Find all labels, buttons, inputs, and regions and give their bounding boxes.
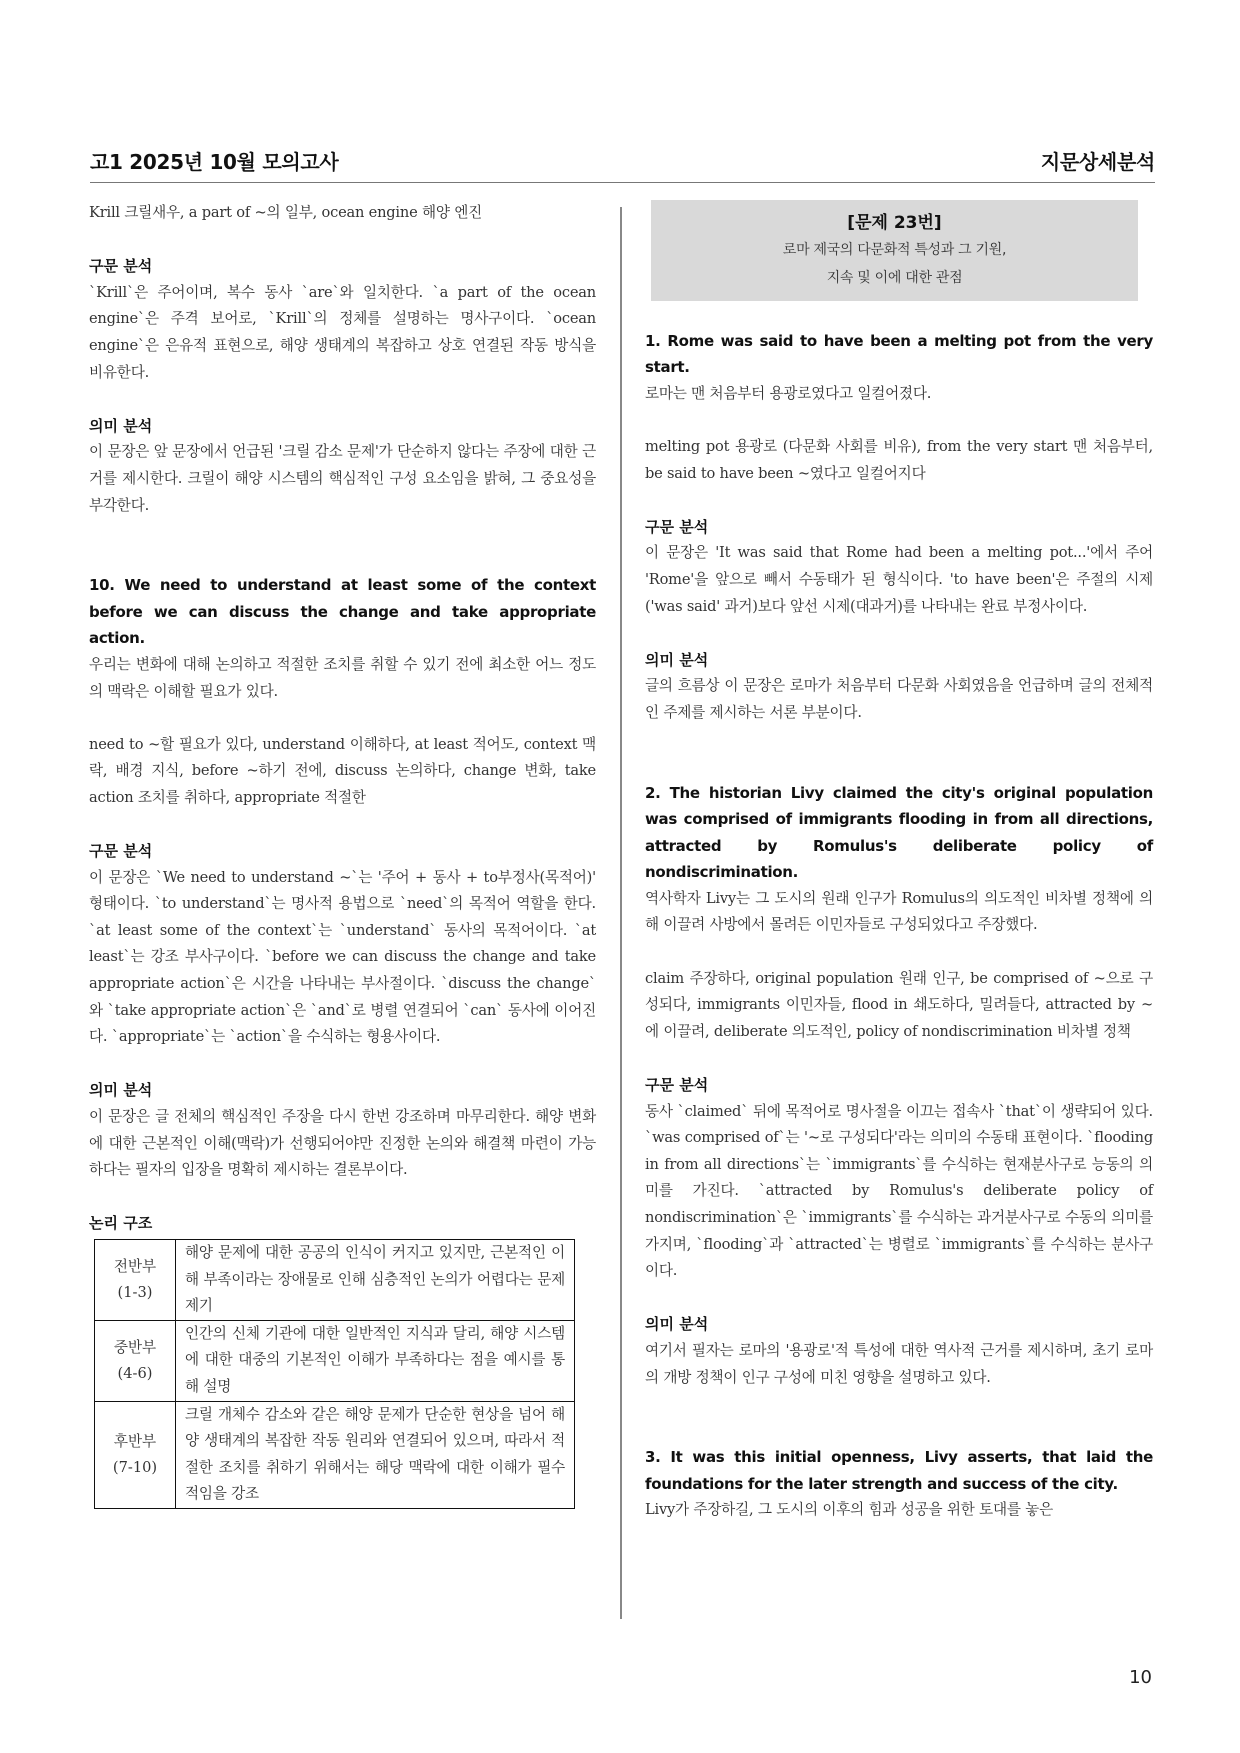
vocab-list: claim 주장하다, original population 원래 인구, be comprised of ~으로 구성되다, immigrants 이민자들, flood in 쇄도하다, 밀려들다, attracted by ~에 이끌려, deliberate 의도적인, policy of nondiscrimination 비차별 정책 <box>645 969 1153 1040</box>
sentence-korean: Livy가 주장하길, 그 도시의 이후의 힘과 성공을 위한 토대를 놓은 <box>645 1501 1053 1519</box>
table-row <box>95 1320 575 1401</box>
part-cell <box>95 1320 176 1401</box>
topic-line-2: 지속 및 이에 대한 관점 <box>826 270 963 286</box>
sentence-10-block <box>89 572 596 1184</box>
meaning-text: 여기서 필자는 로마의 '용광로'적 특성에 대한 역사적 근거를 제시하며, 초기 로마의 개방 정책이 인구 구성에 미친 영향을 설명하고 있다. <box>645 1341 1153 1386</box>
syntax-heading: 구문 분석 <box>89 257 153 276</box>
syntax-text: `Krill`은 주어이며, 복수 동사 `are`와 일치한다. `a part of the ocean engine`은 주격 보어로, `Krill`의 정체를 설명하는 명사구이다. `ocean engine`은 은유적 표현으로, 해양 생태계의 복잡하고 상호 연결된 작동 방식을 비유한다. <box>89 283 596 381</box>
sentence-english: 3. It was this initial openness, Livy asserts, that laid the foundations for the later strength and success of the city. <box>645 1448 1153 1493</box>
part-description: 인간의 신체 기관에 대한 일반적인 지식과 달리, 해양 시스템에 대한 대중의 기본적인 이해가 부족하다는 점을 예시를 통해 설명 <box>185 1324 565 1395</box>
meaning-heading: 의미 분석 <box>645 650 709 669</box>
sentence-3-block <box>645 1444 1153 1524</box>
sentence-korean: 우리는 변화에 대해 논의하고 적절한 조치를 취할 수 있기 전에 최소한 어느 정도의 맥락은 이해할 필요가 있다. <box>89 655 596 700</box>
right-column <box>645 200 1153 1524</box>
sentence-2-block <box>645 780 1153 1392</box>
part-range: (4-6) <box>117 1364 153 1382</box>
part-range: (7-10) <box>112 1458 158 1476</box>
meaning-text: 글의 흐름상 이 문장은 로마가 처음부터 다문화 사회였음을 언급하며 글의 전체적인 주제를 제시하는 서론 부분이다. <box>645 677 1153 721</box>
syntax-text: 이 문장은 'It was said that Rome had been a melting pot...'에서 주어 'Rome'을 앞으로 빼서 수동태가 된 형식이다. 'to have been'은 주절의 시제('was said' 과거)보다 앞선 시제(대과거)를 나타내는 완료 부정사이다. <box>645 544 1153 615</box>
syntax-text: 이 문장은 `We need to understand ~`는 '주어 + 동사 + to부정사(목적어)' 형태이다. `to understand`는 명사적 용법으로 `need`의 목적어 역할을 한다. `at least some of the context`는 `understand` 동사의 목적어이다. `at least`는 강조 부사구이다. `before we can discuss the change and take appropriate action`은 시간을 나타내는 부사절이다. `discuss the change`와 `take appropriate action`은 `and`로 병렬 연결되어 `can` 동사에 이어진다. `appropriate`는 `action`을 수식하는 형용사이다. <box>89 868 596 1046</box>
problem-number: [문제 23번] <box>847 213 942 233</box>
part-label: 후반부 <box>113 1432 157 1450</box>
table-row <box>95 1401 575 1508</box>
problem-topic-box <box>651 200 1138 301</box>
syntax-text: 동사 `claimed` 뒤에 목적어로 명사절을 이끄는 접속사 `that`이 생략되어 있다. `was comprised of`는 '~로 구성되다'라는 의미의 수동태 표현이다. `flooding in from all directions`는 `immigrants`를 수식하는 현재분사구로 능동의 의미를 가진다. `attracted by Romulus's deliberate policy of nondiscrimination`은 `immigrants`를 수식하는 과거분사구로 수동의 의미를 가지며, `flooding`과 `attracted`는 병렬로 `immigrants`를 수식하는 분사구이다. <box>645 1102 1153 1280</box>
part-cell <box>95 1239 176 1320</box>
sentence-english: 2. The historian Livy claimed the city's original population was comprised of immigrants flooding in from all directions, attracted by Romulus's deliberate policy of nondiscrimination. <box>645 783 1153 882</box>
logic-structure-heading: 논리 구조 <box>89 1214 153 1233</box>
sentence-english: 1. Rome was said to have been a melting pot from the very start. <box>645 331 1153 377</box>
desc-cell <box>176 1320 575 1401</box>
part-label: 중반부 <box>113 1338 157 1356</box>
meaning-text: 이 문장은 글 전체의 핵심적인 주장을 다시 한번 강조하며 마무리한다. 해양 변화에 대한 근본적인 이해(맥락)가 선행되어야만 진정한 논의와 해결책 마련이 가능하다는 필자의 입장을 명확히 제시하는 결론부이다. <box>89 1108 596 1179</box>
part-label: 전반부 <box>113 1257 157 1275</box>
column-divider <box>620 207 622 1619</box>
part-range: (1-3) <box>117 1283 153 1301</box>
sentence-1-block <box>645 328 1153 727</box>
vocab-list: need to ~할 필요가 있다, understand 이해하다, at least 적어도, context 맥락, 배경 지식, before ~하기 전에, discuss 논의하다, change 변화, take action 조치를 취하다, appropriate 적절한 <box>89 735 596 806</box>
topic-line-1: 로마 제국의 다문화적 특성과 그 기원, <box>782 242 1007 258</box>
page-header <box>90 146 1155 183</box>
sentence-korean: 역사학자 Livy는 그 도시의 원래 인구가 Romulus의 의도적인 비차별 정책에 의해 이끌려 사방에서 몰려든 이민자들로 구성되었다고 주장했다. <box>645 889 1153 934</box>
logic-structure-table <box>94 1239 575 1509</box>
part-description: 크릴 개체수 감소와 같은 해양 문제가 단순한 현상을 넘어 해양 생태계의 복잡한 작동 원리와 연결되어 있으며, 따라서 적절한 조치를 취하기 위해서는 해당 맥락에 대한 이해가 필수적임을 강조 <box>185 1405 565 1503</box>
left-column <box>89 200 596 1509</box>
syntax-heading: 구문 분석 <box>645 1076 709 1095</box>
meaning-heading: 의미 분석 <box>89 1081 153 1100</box>
vocab-list: melting pot 용광로 (다문화 사회를 비유), from the very start 맨 처음부터, be said to have been ~였다고 일컬어지다 <box>645 437 1153 482</box>
sentence-korean: 로마는 맨 처음부터 용광로였다고 일컬어졌다. <box>645 384 932 402</box>
exam-title: 고1 2025년 10월 모의고사 <box>90 150 339 174</box>
meaning-heading: 의미 분석 <box>89 416 153 435</box>
desc-cell <box>176 1401 575 1508</box>
part-cell <box>95 1401 176 1508</box>
desc-cell <box>176 1239 575 1320</box>
vocab-list: Krill 크릴새우, a part of ~의 일부, ocean engine 해양 엔진 <box>89 204 482 221</box>
meaning-text: 이 문장은 앞 문장에서 언급된 '크릴 감소 문제'가 단순하지 않다는 주장에 대한 근거를 제시한다. 크릴이 해양 시스템의 핵심적인 구성 요소임을 밝혀, 그 중요성을 부각한다. <box>89 443 596 514</box>
meaning-heading: 의미 분석 <box>645 1315 709 1334</box>
section-title: 지문상세분석 <box>1040 150 1155 174</box>
part-description: 해양 문제에 대한 공공의 인식이 커지고 있지만, 근본적인 이해 부족이라는 장애물로 인해 심층적인 논의가 어렵다는 문제 제기 <box>185 1243 565 1315</box>
table-row <box>95 1239 575 1320</box>
page-number: 10 <box>1129 1667 1152 1688</box>
sentence-english: 10. We need to understand at least some of the context before we can discuss the change and take appropriate action. <box>89 576 596 648</box>
syntax-heading: 구문 분석 <box>645 517 709 536</box>
syntax-heading: 구문 분석 <box>89 842 153 861</box>
